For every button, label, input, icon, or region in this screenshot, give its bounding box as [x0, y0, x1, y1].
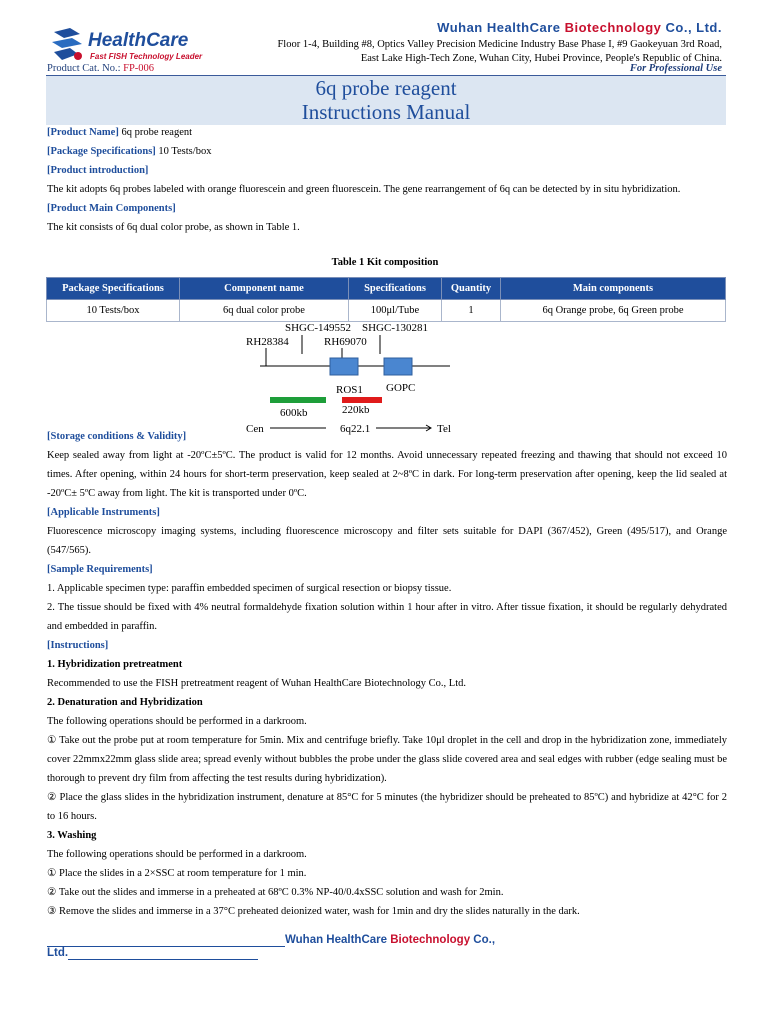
logo-text: HealthCare [88, 30, 189, 51]
step3-substep-3: ③ Remove the slides and immerse in a 37°C preheated deionized water, wash for 1min and dry the slides naturally in the dark. [47, 906, 580, 917]
step2-substep-2: ② Place the glass slides in the hybridization instrument, denature at 85°C for 5 minutes (the hybridizer should be preheated to 85ºC) and hybridize at 42°C for 2 to 16 hours. [47, 792, 727, 822]
marker-shgc-149552: SHGC-149552 [285, 322, 352, 334]
red-probe-bar [342, 397, 382, 403]
gene-gopc-label: GOPC [386, 382, 416, 394]
package-spec-row: [Package Specifications] 10 Tests/box [47, 146, 212, 157]
logo-mark-icon [50, 26, 86, 64]
cen-label: Cen [246, 423, 264, 435]
company-name: Wuhan HealthCare Biotechnology Co., Ltd. [437, 20, 722, 35]
intro-text: The kit adopts 6q probes labeled with orange fluorescein and green fluorescein. The gene rearrangement of 6q can be detected by in situ hybridization. [47, 184, 681, 195]
green-probe-size: 600kb [280, 407, 308, 419]
footer-rule [47, 934, 285, 947]
manual-body [47, 427, 727, 921]
red-probe-size: 220kb [342, 404, 370, 416]
table-header-cell: Specifications [349, 278, 442, 300]
table-cell: 6q dual color probe [180, 300, 349, 322]
footer-rule [68, 947, 258, 960]
step1-title: 1. Hybridization pretreatment [47, 659, 183, 670]
marker-rh28384: RH28384 [246, 336, 289, 348]
instruments-heading: [Applicable Instruments] [47, 507, 160, 518]
instruments-text: Fluorescence microscopy imaging systems, including fluorescence microscopy and filter sets suitable for DAPI (367/452), Green (495/517), and Orange (547/565). [47, 526, 727, 556]
table-cell: 10 Tests/box [47, 300, 180, 322]
step1-text: Recommended to use the FISH pretreatment reagent of Wuhan HealthCare Biotechnology Co., Ltd. [47, 678, 466, 689]
logo-tagline: Fast FISH Technology Leader [90, 52, 203, 61]
title-line1: 6q probe reagent [315, 76, 457, 100]
marker-shgc-130281: SHGC-130281 [362, 322, 429, 334]
table-header-cell: Component name [180, 278, 349, 300]
step3-intro: The following operations should be performed in a darkroom. [47, 849, 307, 860]
marker-rh69070: RH69070 [324, 336, 367, 348]
intro-heading: [Product introduction] [47, 165, 149, 176]
table-header-cell: Main components [501, 278, 726, 300]
professional-use-label: For Professional Use [629, 63, 722, 74]
footer-company: Wuhan HealthCare Biotechnology Co., Ltd. [47, 934, 496, 959]
probe-map-diagram [230, 318, 490, 436]
step3-title: 3. Washing [47, 830, 97, 841]
locus-label: 6q22.1 [340, 423, 371, 435]
instructions-heading: [Instructions] [47, 640, 109, 651]
tel-label: Tel [437, 423, 451, 435]
sample-item-2: 2. The tissue should be fixed with 4% neutral formaldehyde fixation solution within 1 hour after in vitro. After tissue fixation, it should be regularly dehydrated and embedded in paraffin. [47, 602, 727, 632]
table-caption: Table 1 Kit composition [331, 257, 439, 268]
table-header-cell: Quantity [442, 278, 501, 300]
table-cell: 1 [442, 300, 501, 322]
components-heading: [Product Main Components] [47, 203, 176, 214]
sample-item-1: 1. Applicable specimen type: paraffin embedded specimen of surgical resection or biopsy tissue. [47, 583, 452, 594]
table-header-cell: Package Specifications [47, 278, 180, 300]
title-banner [46, 75, 726, 125]
sample-heading: [Sample Requirements] [47, 564, 153, 575]
company-logo [50, 26, 203, 64]
table-cell: 6q Orange probe, 6q Green probe [501, 300, 726, 322]
catalog-number: Product Cat. No.: FP-006 [47, 63, 155, 74]
green-probe-bar [270, 397, 326, 403]
kit-composition-table [46, 277, 726, 322]
step2-substep-1: ① Take out the probe put at room temperature for 5min. Mix and centrifuge briefly. Take 10μl droplet in the cell and drop in the hybridization zone, immediately cover 22mmx22mm glass slide area; spread evenly without bubbles the probe under the glass slide covered area and seal edges with rubber (edge sealing must be thorough to prevent dry film from affecting the test results during hybridization). [47, 735, 727, 784]
table-cell: 100μl/Tube [349, 300, 442, 322]
components-text: The kit consists of 6q dual color probe, as shown in Table 1. [47, 222, 300, 233]
company-address: Floor 1-4, Building #8, Optics Valley Precision Medicine Industry Base Phase I, #9 Gaokeyuan 3rd Road, East Lake High-Tech Zone, Wuhan City, Hubei Province, People's Republic of China. [277, 39, 722, 64]
title-line2: Instructions Manual [301, 100, 471, 124]
gene-ros1-label: ROS1 [336, 384, 363, 396]
gopc-gene-box [384, 358, 412, 375]
ros1-gene-box [330, 358, 358, 375]
step3-substep-2: ② Take out the slides and immerse in a preheated at 68ºC 0.3% NP-40/0.4xSSC solution and wash for 2min. [47, 887, 504, 898]
table-header-row [47, 278, 726, 300]
product-info [47, 123, 727, 237]
storage-heading: [Storage conditions & Validity] [47, 431, 187, 442]
step3-substep-1: ① Place the slides in a 2×SSC at room temperature for 1 min. [47, 868, 307, 879]
step2-intro: The following operations should be performed in a darkroom. [47, 716, 307, 727]
product-name-row: [Product Name] 6q probe reagent [47, 127, 193, 138]
storage-text: Keep sealed away from light at -20ºC±5ºC. The product is valid for 12 months. Avoid unnecessary repeated freezing and thawing that should not exceed 10 times. After opening, within 24 hours for short-term preservation, keep sealed at 2~8ºC in dark. For long-term preservation after opening, keep the lid sealed at -20ºC± 5ºC away from light. The kit is transported under 0ºC. [47, 450, 727, 499]
step2-title: 2. Denaturation and Hybridization [47, 697, 203, 708]
